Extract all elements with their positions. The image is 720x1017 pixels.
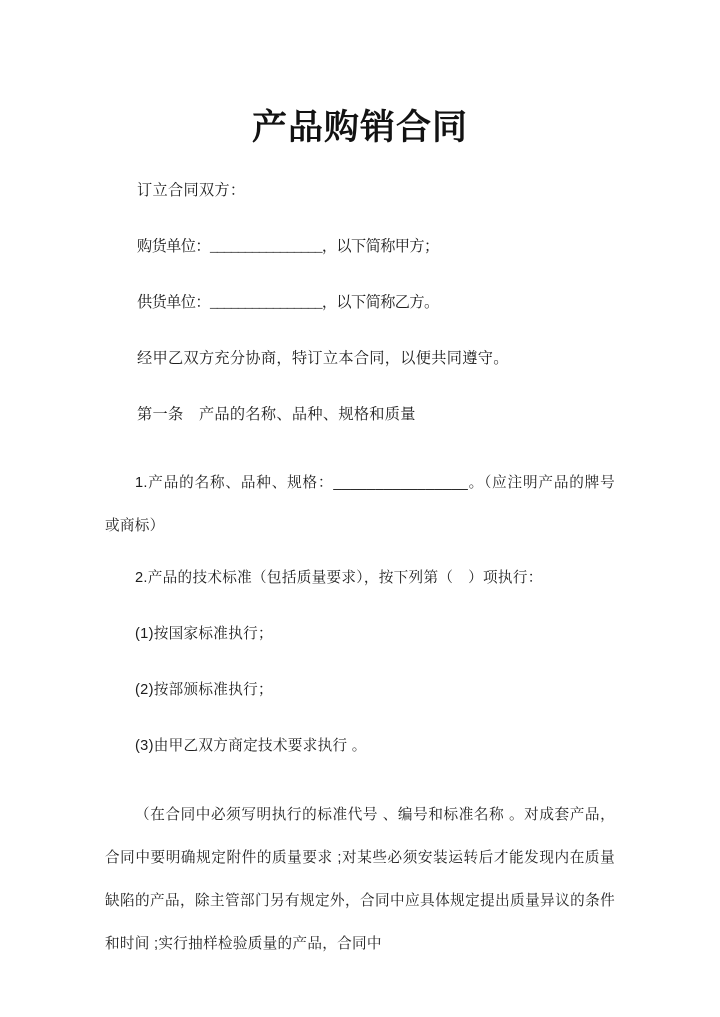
paragraph-negotiation-line: 经甲乙双方充分协商，特订立本合同，以便共同遵守。 [137,350,509,367]
paragraph-spacer [105,643,615,682]
paragraph-spacer [105,255,615,294]
paragraph-spacer [105,367,615,406]
paragraph-spacer [105,311,615,350]
paragraph-spacer [105,548,615,570]
paragraph-option-2: (2)按部颁标准执行； [135,682,273,698]
paragraph-note: （在合同中必须写明执行的标准代号 、编号和标准名称 。对成套产品，合同中要明确规定附件的质量要求 ;对某些必须安装运转后才能发现内在质量缺陷的产品，除主管部门另有规定外，合同中应具体规定提出质量异议的条件和时间 ;实行抽样检验质量的产品，合同中 [105,807,615,952]
paragraph-parties-heading: 订立合同双方： [137,182,246,199]
paragraph-spacer [105,699,615,738]
paragraph-spacer [105,199,615,238]
paragraph-supplier-line: 供货单位：________________，以下简称乙方。 [137,294,439,311]
heading-article-one: 第一条 产品的名称、品种、规格和质量 [137,406,416,423]
paragraph-item-2: 2.产品的技术标准（包括质量要求），按下列第（ ）项执行： [135,570,543,586]
paragraph-option-3: (3)由甲乙双方商定技术要求执行 。 [135,738,367,754]
paragraph-spacer [105,755,615,794]
paragraph-buyer-line: 购货单位：________________，以下简称甲方； [137,238,439,255]
paragraph-option-1: (1)按国家标准执行； [135,626,273,642]
paragraph-spacer [105,423,615,462]
paragraph-item-1: 1.产品的名称、品种、规格：________________。（应注明产品的牌号或商标） [105,475,615,534]
document-body [105,182,615,966]
paragraph-spacer [105,587,615,626]
page-title: 产品购销合同 [251,108,468,147]
